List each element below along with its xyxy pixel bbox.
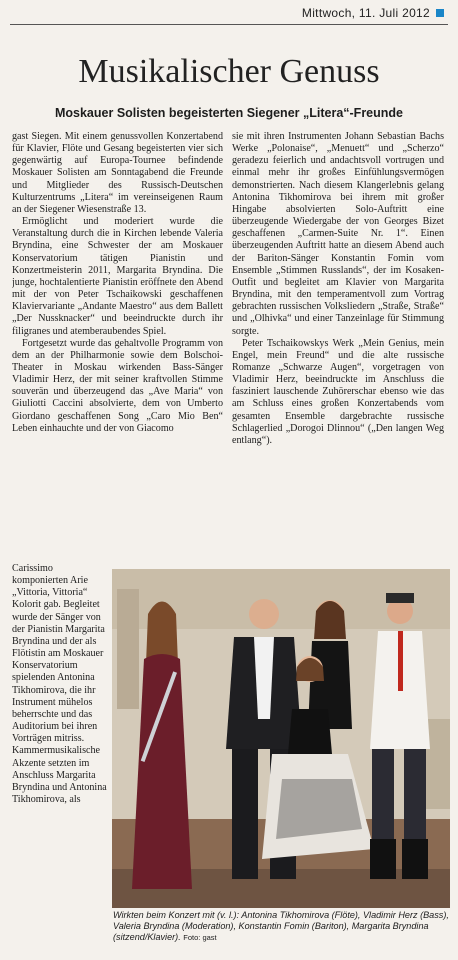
section-marker	[436, 9, 444, 17]
group-photo	[112, 569, 450, 908]
article-column-1-continued	[12, 563, 108, 955]
dateline-text: Mittwoch, 11. Juli 2012	[301, 6, 430, 20]
article-column-2	[232, 131, 444, 561]
paragraph: Peter Tschaikowskys Werk „Mein Genius, mein Engel, mein Freund“ und die alte russische Romanze „Schwarze Augen“, vorgetragen von Vladimir Herz, beeindruckte im Anschluss die fasziniert lauschende Zuhörerschar ebenso wie das am Schluss eines großen Konzertabends vom gesamten Ensemble dargebrachte russische Schlagerlied „Dorogoi Dlinnou“ („Den langen Weg entlang“).	[232, 337, 444, 446]
paragraph: Fortgesetzt wurde das gehaltvolle Programm von dem an der Philharmonie sowie dem Bolschoi-Theater in Moskau wirkenden Bass-Sänger Vladimir Herz, der mit seiner kraftvollen Stimme souverän und überzeugend das „Ave Maria“ von Giuliotti Caccini absolvierte, dem von Umberto Giordano geschaffenen Song „Caro Mio Ben“ Leben einhauchte und der von Giacomo	[12, 337, 223, 434]
paragraph: Ermöglicht und moderiert wurde die Veranstaltung durch die in Kirchen lebende Valeria Bryndina, eine Schwester der am Moskauer Konservatorium tätigen Pianistin und Konzertmeisterin 2011, Margarita Bryndina. Die junge, hochtalentierte Pianistin eröffnete den Abend mit der von Peter Tschaikowski geschaffenen Klaviervariante „Andante Maestro“ aus dem Ballett „Der Nussknacker“ und beeindruckte durch ihr filigranes und atemberaubendes Spiel.	[12, 216, 223, 337]
subheadline: Moskauer Solisten begeisterten Siegener „Litera“-Freunde	[54, 106, 403, 120]
dateline	[302, 6, 444, 20]
photo-credit: Foto: gast	[183, 933, 217, 943]
group-photo-illustration	[112, 569, 450, 908]
photo-caption	[113, 910, 453, 944]
paragraph: gast Siegen. Mit einem genussvollen Konzertabend für Klavier, Flöte und Gesang begeisterten vier sich gegenwärtig auf Europa-Tournee befindende Moskauer Solisten am Sonntagabend die Freunde und Mitglieder des Russisch-Deutschen Kulturzentrums „Litera“ im vereinseigenen Raum an der Siegener Wiesenstraße 13.	[12, 131, 223, 215]
paragraph: sie mit ihren Instrumenten Johann Sebastian Bachs Werke „Polonaise“, „Menuett“ und „Scherzo“ geradezu feierlich und andachtsvoll vortrugen und einmal mehr ihr großes Einfühlungsvermögen demonstrierten. Nach diesem Klangerlebnis gelang Antonina Tikhomirova bei ihrem mit großer Hingabe absolvierten Solo-Auftritt eine überzeugende Wiedergabe der von Georges Bizet geschaffenen „Carmen-Suite Nr. 1“. Einen überzeugenden Auftritt hatte an diesem Abend auch der Bariton-Sänger Konstantin Fomin vom Ensemble „Stimmen Russlands“, der im Kosaken-Outfit und begleitet am Klavier von Margarita Bryndina, mit den temperamentvoll zum Vortrag gebrachten russischen Volksliedern „Straße, Straße“ und „Olhivka“ und einer Tanzeinlage für Stimmung sorgte.	[232, 131, 444, 337]
caption-text: Wirkten beim Konzert mit (v. l.): Antonina Tikhomirova (Flöte), Vladimir Herz (Bass), Valeria Bryndina (Moderation), Konstantin Fomin (Bariton), Margarita Bryndina (sitzend/Klavier).	[113, 910, 449, 943]
headline: Musikalischer Genuss	[78, 53, 380, 90]
top-rule	[10, 24, 448, 25]
paragraph: Carissimo komponierten Arie „Vittoria, Vittoria“ Kolorit gab. Begleitet wurde der Sänger von der Pianistin Margarita Bryndina und der als Flötistin am Moskauer Konservatorium spielenden Antonina Tikhomirova, die ihr Instrument mühelos beherrschte und das Auditorium bei ihren Vorträgen mitriss. Kammermusikalische Akzente setzten im Anschluss Margarita Bryndina und Antonina Tikhomirova, als	[12, 563, 107, 805]
article-column-1	[12, 131, 223, 564]
